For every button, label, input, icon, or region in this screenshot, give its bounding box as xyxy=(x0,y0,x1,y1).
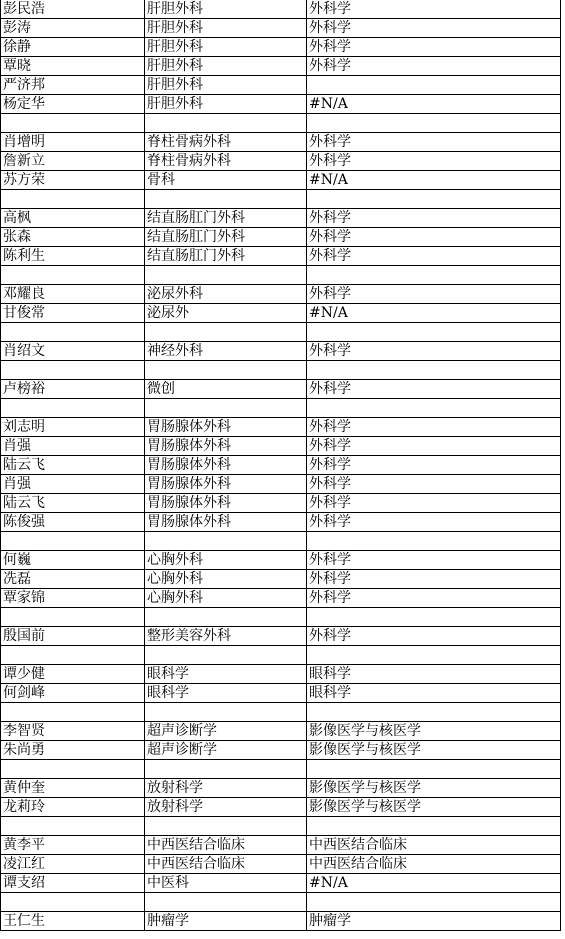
table-row xyxy=(1,703,561,722)
department-cell[interactable]: 心胸外科 xyxy=(145,570,307,589)
discipline-cell[interactable]: 中西医结合临床 xyxy=(307,855,561,874)
table-row xyxy=(1,836,561,855)
department-cell[interactable] xyxy=(145,703,307,722)
table-row xyxy=(1,532,561,551)
name-cell[interactable]: 徐静 xyxy=(1,38,145,57)
table-row xyxy=(1,779,561,798)
department-cell[interactable]: 胃肠腺体外科 xyxy=(145,513,307,532)
department-cell[interactable] xyxy=(145,532,307,551)
name-cell[interactable] xyxy=(1,646,145,665)
department-cell[interactable]: 中西医结合临床 xyxy=(145,836,307,855)
table-row xyxy=(1,494,561,513)
name-cell[interactable] xyxy=(1,114,145,133)
discipline-cell[interactable]: 外科学 xyxy=(307,342,561,361)
table-row xyxy=(1,722,561,741)
name-cell[interactable]: 黄仲奎 xyxy=(1,779,145,798)
department-cell[interactable]: 泌尿外 xyxy=(145,304,307,323)
name-cell[interactable]: 王仁生 xyxy=(1,912,145,931)
discipline-cell[interactable] xyxy=(307,76,561,95)
department-cell[interactable] xyxy=(145,323,307,342)
discipline-cell[interactable]: 外科学 xyxy=(307,133,561,152)
discipline-cell[interactable]: 外科学 xyxy=(307,380,561,399)
table-row xyxy=(1,133,561,152)
name-cell[interactable]: 谭少健 xyxy=(1,665,145,684)
department-cell[interactable]: 胃肠腺体外科 xyxy=(145,456,307,475)
table-row xyxy=(1,551,561,570)
table-row xyxy=(1,589,561,608)
discipline-cell[interactable]: 外科学 xyxy=(307,456,561,475)
discipline-cell[interactable]: 外科学 xyxy=(307,589,561,608)
table-row xyxy=(1,741,561,760)
department-cell[interactable]: 泌尿外科 xyxy=(145,285,307,304)
table-row xyxy=(1,285,561,304)
discipline-cell[interactable] xyxy=(307,114,561,133)
name-cell[interactable] xyxy=(1,703,145,722)
discipline-cell[interactable]: 外科学 xyxy=(307,57,561,76)
name-cell[interactable]: 彭民浩 xyxy=(1,0,145,19)
department-cell[interactable]: 心胸外科 xyxy=(145,551,307,570)
name-cell[interactable]: 李智贤 xyxy=(1,722,145,741)
name-cell[interactable]: 刘志明 xyxy=(1,418,145,437)
discipline-cell[interactable]: #N/A xyxy=(307,874,561,893)
table-row xyxy=(1,456,561,475)
table-row xyxy=(1,646,561,665)
discipline-cell[interactable]: 影像医学与核医学 xyxy=(307,741,561,760)
name-cell[interactable]: 严济邦 xyxy=(1,76,145,95)
discipline-cell[interactable]: 外科学 xyxy=(307,627,561,646)
name-cell[interactable]: 肖绍文 xyxy=(1,342,145,361)
name-cell[interactable]: 冼磊 xyxy=(1,570,145,589)
department-cell[interactable]: 脊柱骨病外科 xyxy=(145,152,307,171)
discipline-cell[interactable]: 外科学 xyxy=(307,551,561,570)
discipline-cell[interactable] xyxy=(307,399,561,418)
discipline-cell[interactable] xyxy=(307,266,561,285)
department-cell[interactable]: 肝胆外科 xyxy=(145,76,307,95)
table-row xyxy=(1,114,561,133)
name-cell[interactable] xyxy=(1,190,145,209)
table-row xyxy=(1,304,561,323)
discipline-cell[interactable] xyxy=(307,703,561,722)
discipline-cell[interactable]: 外科学 xyxy=(307,209,561,228)
table-row xyxy=(1,361,561,380)
name-cell[interactable]: 殷国前 xyxy=(1,627,145,646)
discipline-cell[interactable] xyxy=(307,760,561,779)
department-cell[interactable] xyxy=(145,114,307,133)
discipline-cell[interactable] xyxy=(307,323,561,342)
table-row xyxy=(1,76,561,95)
discipline-cell[interactable]: 外科学 xyxy=(307,418,561,437)
table-row xyxy=(1,817,561,836)
table-row xyxy=(1,760,561,779)
department-cell[interactable] xyxy=(145,760,307,779)
name-cell[interactable] xyxy=(1,608,145,627)
table-row xyxy=(1,570,561,589)
discipline-cell[interactable] xyxy=(307,361,561,380)
table-row xyxy=(1,627,561,646)
department-cell[interactable]: 胃肠腺体外科 xyxy=(145,418,307,437)
discipline-cell[interactable]: 外科学 xyxy=(307,570,561,589)
table-row xyxy=(1,665,561,684)
department-cell[interactable]: 肝胆外科 xyxy=(145,38,307,57)
department-cell[interactable]: 超声诊断学 xyxy=(145,741,307,760)
department-cell[interactable]: 放射科学 xyxy=(145,779,307,798)
table-row xyxy=(1,513,561,532)
discipline-cell[interactable]: #N/A xyxy=(307,95,561,114)
name-cell[interactable]: 甘俊常 xyxy=(1,304,145,323)
name-cell[interactable] xyxy=(1,323,145,342)
department-cell[interactable] xyxy=(145,608,307,627)
department-cell[interactable]: 结直肠肛门外科 xyxy=(145,228,307,247)
table-row xyxy=(1,152,561,171)
name-cell[interactable]: 凌江红 xyxy=(1,855,145,874)
name-cell[interactable]: 何巍 xyxy=(1,551,145,570)
table-row xyxy=(1,228,561,247)
name-cell[interactable] xyxy=(1,361,145,380)
table-row xyxy=(1,95,561,114)
department-cell[interactable]: 整形美容外科 xyxy=(145,627,307,646)
department-cell[interactable]: 心胸外科 xyxy=(145,589,307,608)
name-cell[interactable]: 杨定华 xyxy=(1,95,145,114)
name-cell[interactable]: 肖强 xyxy=(1,437,145,456)
department-cell[interactable] xyxy=(145,361,307,380)
department-cell[interactable]: 超声诊断学 xyxy=(145,722,307,741)
name-cell[interactable] xyxy=(1,893,145,912)
name-cell[interactable]: 卢榜裕 xyxy=(1,380,145,399)
discipline-cell[interactable]: 影像医学与核医学 xyxy=(307,798,561,817)
discipline-cell[interactable]: 外科学 xyxy=(307,152,561,171)
table-row xyxy=(1,342,561,361)
department-cell[interactable]: 肝胆外科 xyxy=(145,0,307,19)
name-cell[interactable] xyxy=(1,760,145,779)
discipline-cell[interactable]: 外科学 xyxy=(307,475,561,494)
department-cell[interactable]: 神经外科 xyxy=(145,342,307,361)
discipline-cell[interactable] xyxy=(307,608,561,627)
discipline-cell[interactable]: 影像医学与核医学 xyxy=(307,722,561,741)
name-cell[interactable]: 朱尚勇 xyxy=(1,741,145,760)
table-row xyxy=(1,437,561,456)
discipline-cell[interactable] xyxy=(307,646,561,665)
name-cell[interactable] xyxy=(1,532,145,551)
discipline-cell[interactable]: 眼科学 xyxy=(307,665,561,684)
discipline-cell[interactable]: #N/A xyxy=(307,304,561,323)
name-cell[interactable]: 黄李平 xyxy=(1,836,145,855)
name-cell[interactable]: 詹新立 xyxy=(1,152,145,171)
name-cell[interactable]: 龙莉玲 xyxy=(1,798,145,817)
table-row xyxy=(1,19,561,38)
department-cell[interactable]: 肿瘤学 xyxy=(145,912,307,931)
discipline-cell[interactable]: 外科学 xyxy=(307,0,561,19)
discipline-cell[interactable]: 外科学 xyxy=(307,19,561,38)
discipline-cell[interactable]: 外科学 xyxy=(307,513,561,532)
name-cell[interactable]: 彭涛 xyxy=(1,19,145,38)
name-cell[interactable]: 覃家锦 xyxy=(1,589,145,608)
department-cell[interactable] xyxy=(145,266,307,285)
name-cell[interactable]: 陆云飞 xyxy=(1,494,145,513)
name-cell[interactable]: 肖增明 xyxy=(1,133,145,152)
department-cell[interactable]: 眼科学 xyxy=(145,665,307,684)
table-row xyxy=(1,798,561,817)
name-cell[interactable]: 陈利生 xyxy=(1,247,145,266)
discipline-cell[interactable]: 外科学 xyxy=(307,494,561,513)
discipline-cell[interactable] xyxy=(307,817,561,836)
discipline-cell[interactable]: 外科学 xyxy=(307,285,561,304)
name-cell[interactable]: 何剑峰 xyxy=(1,684,145,703)
name-cell[interactable]: 陈俊强 xyxy=(1,513,145,532)
department-cell[interactable]: 结直肠肛门外科 xyxy=(145,247,307,266)
name-cell[interactable]: 覃晓 xyxy=(1,57,145,76)
name-cell[interactable] xyxy=(1,817,145,836)
department-cell[interactable] xyxy=(145,190,307,209)
table-row xyxy=(1,38,561,57)
discipline-cell[interactable]: 外科学 xyxy=(307,228,561,247)
department-cell[interactable]: 胃肠腺体外科 xyxy=(145,437,307,456)
department-cell[interactable] xyxy=(145,646,307,665)
table-row xyxy=(1,684,561,703)
discipline-cell[interactable]: 外科学 xyxy=(307,38,561,57)
table-row xyxy=(1,190,561,209)
table-row xyxy=(1,323,561,342)
table-row xyxy=(1,855,561,874)
discipline-cell[interactable]: 眼科学 xyxy=(307,684,561,703)
table-row xyxy=(1,475,561,494)
discipline-cell[interactable] xyxy=(307,532,561,551)
table-row xyxy=(1,380,561,399)
department-cell[interactable]: 结直肠肛门外科 xyxy=(145,209,307,228)
name-cell[interactable]: 肖强 xyxy=(1,475,145,494)
table-row xyxy=(1,57,561,76)
table-row xyxy=(1,608,561,627)
discipline-cell[interactable] xyxy=(307,190,561,209)
department-cell[interactable]: 胃肠腺体外科 xyxy=(145,494,307,513)
name-cell[interactable]: 苏方荣 xyxy=(1,171,145,190)
name-cell[interactable]: 谭支绍 xyxy=(1,874,145,893)
table-row xyxy=(1,171,561,190)
name-cell[interactable]: 邓耀良 xyxy=(1,285,145,304)
table-row xyxy=(1,266,561,285)
department-cell[interactable]: 眼科学 xyxy=(145,684,307,703)
department-cell[interactable]: 中西医结合临床 xyxy=(145,855,307,874)
department-cell[interactable]: 脊柱骨病外科 xyxy=(145,133,307,152)
department-cell[interactable]: 肝胆外科 xyxy=(145,95,307,114)
discipline-cell[interactable]: #N/A xyxy=(307,171,561,190)
name-cell[interactable] xyxy=(1,399,145,418)
name-cell[interactable]: 张森 xyxy=(1,228,145,247)
department-cell[interactable]: 胃肠腺体外科 xyxy=(145,475,307,494)
department-cell[interactable]: 肝胆外科 xyxy=(145,57,307,76)
department-cell[interactable] xyxy=(145,817,307,836)
table-row xyxy=(1,0,561,19)
department-cell[interactable] xyxy=(145,893,307,912)
department-cell[interactable]: 骨科 xyxy=(145,171,307,190)
table-row xyxy=(1,874,561,893)
department-cell[interactable]: 中医科 xyxy=(145,874,307,893)
name-cell[interactable]: 陆云飞 xyxy=(1,456,145,475)
spreadsheet-body xyxy=(1,0,561,931)
department-cell[interactable]: 肝胆外科 xyxy=(145,19,307,38)
discipline-cell[interactable]: 肿瘤学 xyxy=(307,912,561,931)
discipline-cell[interactable] xyxy=(307,893,561,912)
discipline-cell[interactable]: 影像医学与核医学 xyxy=(307,779,561,798)
table-row xyxy=(1,912,561,931)
table-row xyxy=(1,418,561,437)
name-cell[interactable] xyxy=(1,266,145,285)
table-row xyxy=(1,893,561,912)
department-cell[interactable]: 微创 xyxy=(145,380,307,399)
table-row xyxy=(1,209,561,228)
table-row xyxy=(1,247,561,266)
department-cell[interactable]: 放射科学 xyxy=(145,798,307,817)
table-row xyxy=(1,399,561,418)
discipline-cell[interactable]: 中西医结合临床 xyxy=(307,836,561,855)
discipline-cell[interactable]: 外科学 xyxy=(307,437,561,456)
name-cell[interactable]: 高枫 xyxy=(1,209,145,228)
discipline-cell[interactable]: 外科学 xyxy=(307,247,561,266)
department-cell[interactable] xyxy=(145,399,307,418)
